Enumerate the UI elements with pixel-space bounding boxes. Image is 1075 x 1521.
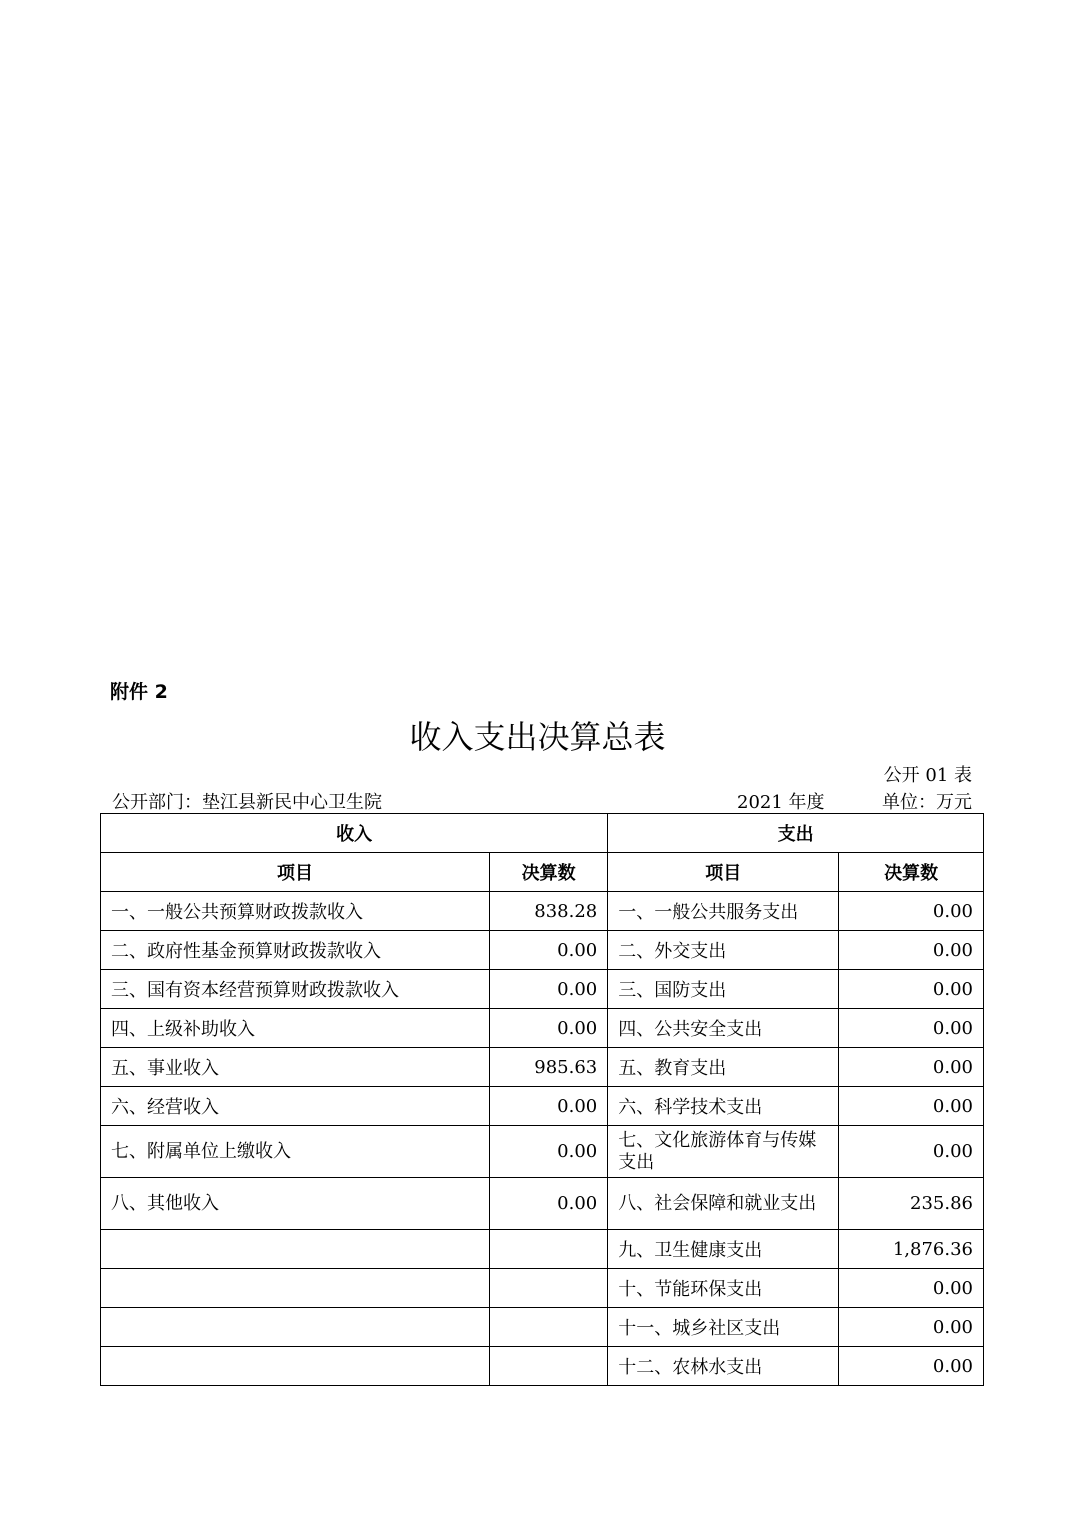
table-row xyxy=(101,1178,984,1230)
income-item-header: 项目 xyxy=(101,853,490,892)
table-row xyxy=(101,1048,984,1087)
expense-header: 支出 xyxy=(608,814,984,853)
income-amount xyxy=(490,1308,608,1347)
income-amount: 0.00 xyxy=(490,931,608,970)
expense-item: 十二、农林水支出 xyxy=(608,1347,839,1386)
table-row xyxy=(101,1087,984,1126)
expense-amount: 235.86 xyxy=(839,1178,984,1230)
income-amount xyxy=(490,1347,608,1386)
table-body xyxy=(101,892,984,1386)
income-amount: 985.63 xyxy=(490,1048,608,1087)
table-row xyxy=(101,1347,984,1386)
income-amount xyxy=(490,1269,608,1308)
income-item: 四、上级补助收入 xyxy=(101,1009,490,1048)
expense-amount: 0.00 xyxy=(839,1269,984,1308)
table-row xyxy=(101,1269,984,1308)
income-amount-header: 决算数 xyxy=(490,853,608,892)
expense-item: 十一、城乡社区支出 xyxy=(608,1308,839,1347)
income-item xyxy=(101,1308,490,1347)
income-amount: 838.28 xyxy=(490,892,608,931)
expense-item: 四、公共安全支出 xyxy=(608,1009,839,1048)
expense-item: 三、国防支出 xyxy=(608,970,839,1009)
expense-item: 十、节能环保支出 xyxy=(608,1269,839,1308)
income-amount: 0.00 xyxy=(490,970,608,1009)
expense-amount: 0.00 xyxy=(839,1347,984,1386)
expense-amount: 0.00 xyxy=(839,1048,984,1087)
income-amount xyxy=(490,1230,608,1269)
expense-item: 六、科学技术支出 xyxy=(608,1087,839,1126)
expense-amount: 0.00 xyxy=(839,970,984,1009)
table-row xyxy=(101,1126,984,1178)
income-amount: 0.00 xyxy=(490,1178,608,1230)
expense-item: 一、一般公共服务支出 xyxy=(608,892,839,931)
table-number: 公开 01 表 xyxy=(883,765,972,786)
income-item: 五、事业收入 xyxy=(101,1048,490,1087)
expense-amount: 0.00 xyxy=(839,931,984,970)
page-title: 收入支出决算总表 xyxy=(409,718,666,756)
expense-amount: 0.00 xyxy=(839,892,984,931)
expense-item: 五、教育支出 xyxy=(608,1048,839,1087)
table-row xyxy=(101,931,984,970)
income-item xyxy=(101,1269,490,1308)
income-item: 六、经营收入 xyxy=(101,1087,490,1126)
income-amount: 0.00 xyxy=(490,1087,608,1126)
income-item xyxy=(101,1347,490,1386)
income-item xyxy=(101,1230,490,1269)
income-item: 一、一般公共预算财政拨款收入 xyxy=(101,892,490,931)
income-item: 八、其他收入 xyxy=(101,1178,490,1230)
budget-table xyxy=(100,813,984,1386)
expense-amount: 0.00 xyxy=(839,1126,984,1178)
table-row xyxy=(101,892,984,931)
table-row xyxy=(101,1009,984,1048)
income-amount: 0.00 xyxy=(490,1126,608,1178)
year-label: 2021 年度 xyxy=(737,792,825,813)
expense-amount: 0.00 xyxy=(839,1009,984,1048)
table-row xyxy=(101,970,984,1009)
expense-item: 二、外交支出 xyxy=(608,931,839,970)
table-row xyxy=(101,1230,984,1269)
expense-item-header: 项目 xyxy=(608,853,839,892)
unit-label: 单位：万元 xyxy=(882,792,972,813)
expense-amount: 0.00 xyxy=(839,1308,984,1347)
expense-amount: 0.00 xyxy=(839,1087,984,1126)
expense-item: 九、卫生健康支出 xyxy=(608,1230,839,1269)
department-label: 公开部门：垫江县新民中心卫生院 xyxy=(112,792,382,813)
table-row xyxy=(101,1308,984,1347)
expense-amount-header: 决算数 xyxy=(839,853,984,892)
attachment-label: 附件 2 xyxy=(110,681,168,703)
income-amount: 0.00 xyxy=(490,1009,608,1048)
expense-item: 八、社会保障和就业支出 xyxy=(608,1178,839,1230)
income-item: 二、政府性基金预算财政拨款收入 xyxy=(101,931,490,970)
income-item: 七、附属单位上缴收入 xyxy=(101,1126,490,1178)
expense-item: 七、文化旅游体育与传媒支出 xyxy=(608,1126,839,1178)
income-item: 三、国有资本经营预算财政拨款收入 xyxy=(101,970,490,1009)
income-header: 收入 xyxy=(101,814,608,853)
expense-amount: 1,876.36 xyxy=(839,1230,984,1269)
